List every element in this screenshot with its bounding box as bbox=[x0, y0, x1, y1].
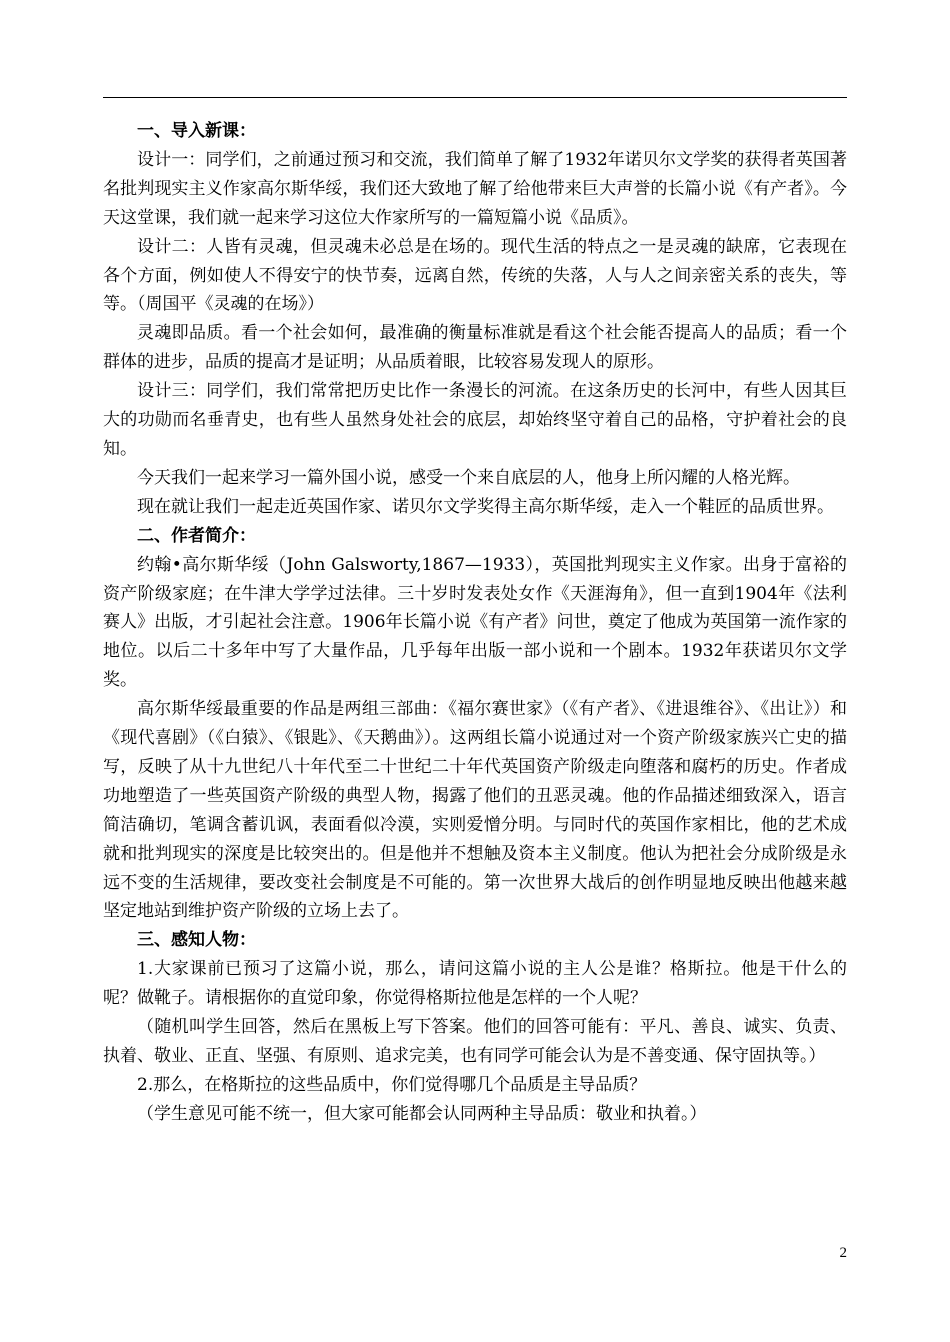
paragraph: 今天我们一起来学习一篇外国小说，感受一个来自底层的人，他身上所闪耀的人格光辉。 bbox=[137, 467, 800, 488]
section-heading: 一、导入新课： bbox=[137, 121, 256, 141]
paragraph: 现在就让我们一起走近英国作家、诺贝尔文学奖得主高尔斯华绥，走入一个鞋匠的品质世界。 bbox=[137, 496, 834, 517]
paragraph: 1.大家课前已预习了这篇小说，那么，请问这篇小说的主人公是谁？格斯拉。他是干什么的呢？做靴子。请根据你的直觉印象，你觉得格斯拉他是怎样的一个人呢？ bbox=[103, 959, 847, 1009]
page-number: 2 bbox=[839, 1245, 847, 1261]
header-rule bbox=[103, 97, 847, 98]
paragraph: （随机叫学生回答，然后在黑板上写下答案。他们的回答可能有：平凡、善良、诚实、负责、执着、敬业、正直、坚强、有原则、追求完美，也有同学可能会认为是不善变通、保守固执等。） bbox=[103, 1017, 847, 1066]
paragraph: 设计二：人皆有灵魂，但灵魂未必总是在场的。现代生活的特点之一是灵魂的缺席，它表现在各个方面，例如使人不得安宁的快节奏，远离自然，传统的失落，人与人之间亲密关系的丧失，等等。（周国平《灵魂的在场》） bbox=[103, 236, 847, 315]
paragraph: （学生意见可能不统一，但大家可能都会认同两种主导品质：敬业和执着。） bbox=[137, 1103, 707, 1124]
section-heading: 三、感知人物： bbox=[137, 930, 256, 951]
paragraph: 约翰•高尔斯华绥（John Galsworty,1867—1933），英国批判现实主义作家。出身于富裕的资产阶级家庭；在牛津大学学过法律。三十岁时发表处女作《天涯海角》，但一直到1904年《法利赛人》出版，才引起社会注意。1906年长篇小说《有产者》问世，奠定了他成为英国第一流作家的地位。以后二十多年中写了大量作品，几乎每年出版一部小说和一个剧本。1932年获诺贝尔文学奖。 bbox=[103, 554, 847, 691]
paragraph: 2.那么，在格斯拉的这些品质中，你们觉得哪几个品质是主导品质？ bbox=[137, 1074, 647, 1095]
section-heading: 二、作者简介： bbox=[137, 525, 256, 546]
paragraph: 灵魂即品质。看一个社会如何，最准确的衡量标准就是看这个社会能否提高人的品质；看一个群体的进步，品质的提高才是证明；从品质着眼，比较容易发现人的原形。 bbox=[103, 323, 847, 373]
document-body bbox=[103, 117, 847, 1129]
paragraph: 设计一：同学们，之前通过预习和交流，我们简单了解了1932年诺贝尔文学奖的获得者英国著名批判现实主义作家高尔斯华绥，我们还大致地了解了给他带来巨大声誉的长篇小说《有产者》。今天这堂课，我们就一起来学习这位大作家所写的一篇短篇小说《品质》。 bbox=[103, 149, 847, 228]
paragraph: 高尔斯华绥最重要的作品是两组三部曲：《福尔赛世家》（《有产者》、《进退维谷》、《出让》）和《现代喜剧》（《白猿》、《银匙》、《天鹅曲》）。这两组长篇小说通过对一个资产阶级家族兴亡史的描写，反映了从十九世纪八十年代至二十世纪二十年代英国资产阶级走向堕落和腐朽的历史。作者成功地塑造了一些英国资产阶级的典型人物，揭露了他们的丑恶灵魂。他的作品描述细致深入，语言简洁确切，笔调含蓄讥讽，表面看似冷漠，实则爱憎分明。与同时代的英国作家相比，他的艺术成就和批判现实的深度是比较突出的。但是他并不想触及资本主义制度。他认为把社会分成阶级是永远不变的生活规律，要改变社会制度是不可能的。第一次世界大战后的创作明显地反映出他越来越坚定地站到维护资产阶级的立场上去了。 bbox=[103, 699, 847, 922]
paragraph: 设计三：同学们，我们常常把历史比作一条漫长的河流。在这条历史的长河中，有些人因其巨大的功勋而名垂青史，也有些人虽然身处社会的底层，却始终坚守着自己的品格，守护着社会的良知。 bbox=[103, 381, 847, 459]
